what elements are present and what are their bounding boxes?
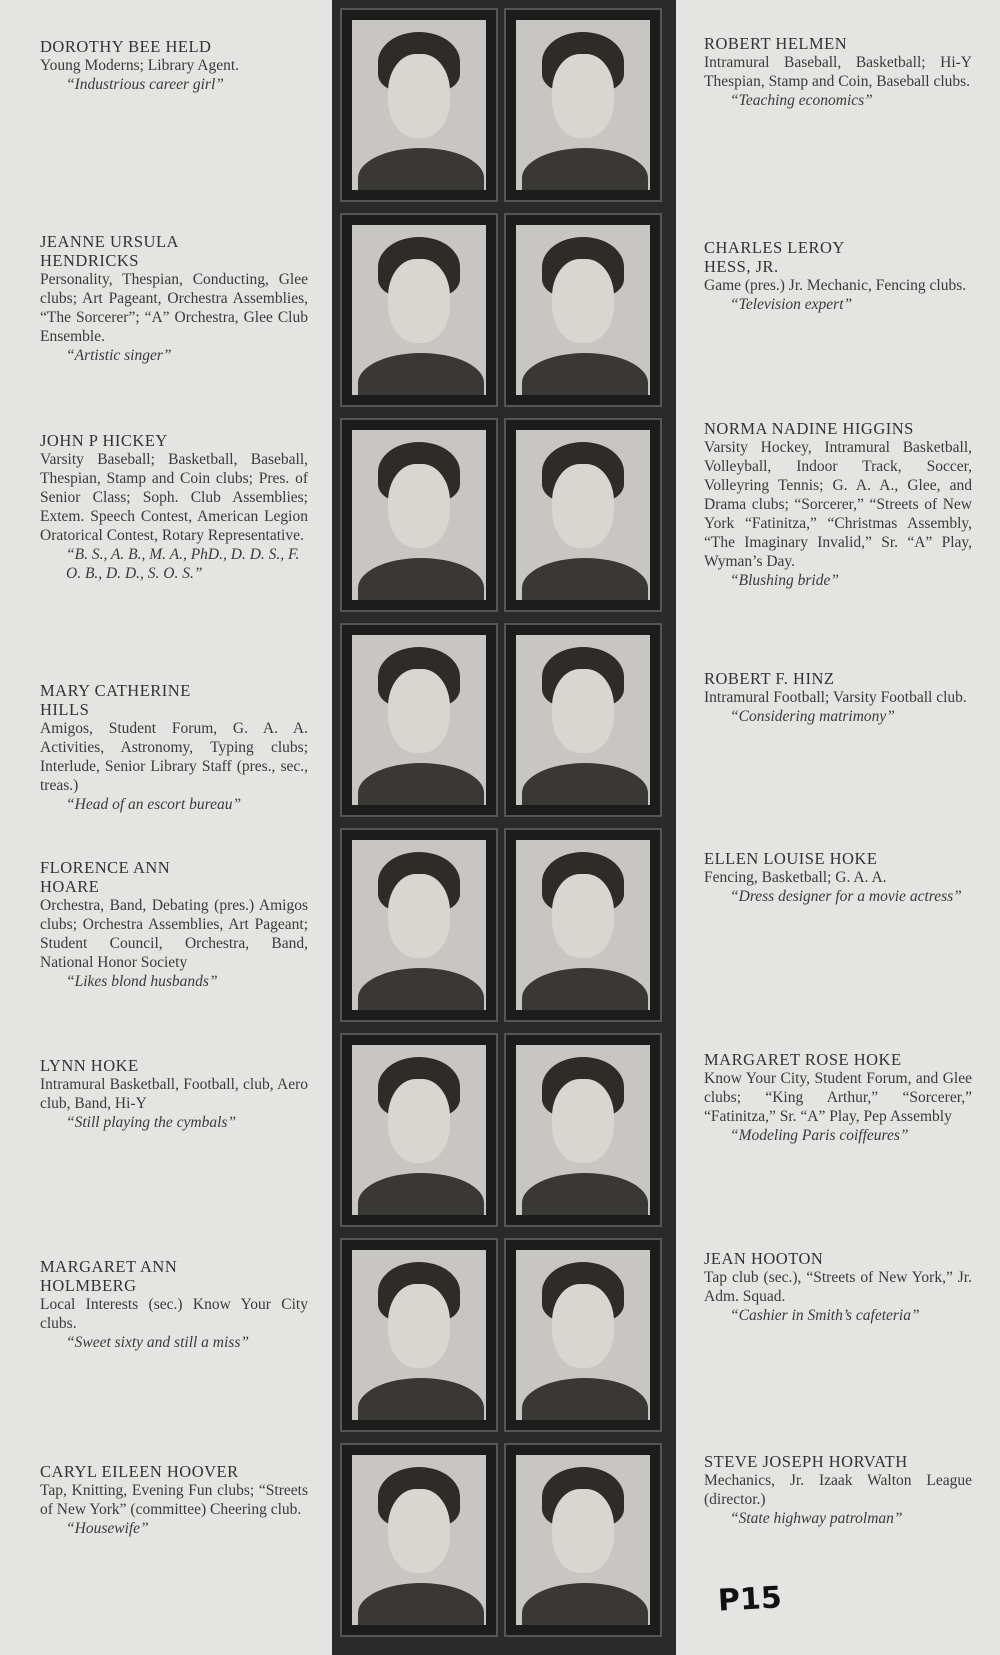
student-activities: Game (pres.) Jr. Mechanic, Fencing clubs. bbox=[704, 277, 967, 294]
student-portrait bbox=[504, 8, 662, 202]
face bbox=[388, 259, 450, 343]
student-name: ROBERT HELMEN bbox=[704, 34, 848, 53]
student-quote: “State highway patrolman” bbox=[730, 1510, 903, 1527]
student-portrait bbox=[340, 1443, 498, 1637]
shoulders bbox=[358, 968, 484, 1010]
face bbox=[552, 54, 614, 138]
student-portrait bbox=[504, 213, 662, 407]
face bbox=[552, 874, 614, 958]
portrait-photo bbox=[516, 635, 650, 805]
student-activities: Varsity Baseball; Basketball, Baseball, Thespian, Stamp and Coin clubs; Pres. of Senior Class; Soph. Club Assemblies; Extem. Speech Contest, American Legion Oratorical Contest, Rotary Representative. bbox=[40, 451, 308, 544]
student-quote: “Considering matrimony” bbox=[730, 708, 895, 725]
portrait-photo bbox=[516, 1455, 650, 1625]
student-name: CARYL EILEEN HOOVER bbox=[40, 1462, 239, 1481]
shoulders bbox=[522, 968, 648, 1010]
portrait-photo bbox=[352, 1455, 486, 1625]
shoulders bbox=[358, 1173, 484, 1215]
face bbox=[552, 464, 614, 548]
student-activities: Intramural Baseball, Basketball; Hi-Y Thespian, Stamp and Coin, Baseball clubs. bbox=[704, 54, 972, 90]
student-activities: Varsity Hockey, Intramural Basketball, Volleyball, Indoor Track, Soccer, Volleyring Tennis; G. A. A., Glee, and Drama clubs; “Sorcerer,” “Streets of New York “Fatinitza,” “Christmas Assembly, “The Imaginary Invalid,” Sr. “A” Play, Wyman’s Day. bbox=[704, 439, 972, 570]
student-portrait bbox=[504, 1443, 662, 1637]
student-entry bbox=[704, 34, 972, 110]
student-name: NORMA NADINE HIGGINS bbox=[704, 419, 914, 438]
student-entry bbox=[40, 1462, 308, 1538]
student-entry bbox=[704, 1249, 972, 1325]
student-activities: Mechanics, Jr. Izaak Walton League (director.) bbox=[704, 1472, 972, 1508]
student-name: CHARLES LEROY HESS, JR. bbox=[704, 238, 845, 276]
student-quote: “Likes blond husbands” bbox=[66, 973, 218, 990]
student-quote: “Dress designer for a movie actress” bbox=[730, 888, 962, 905]
student-quote: “Teaching economics” bbox=[730, 92, 873, 109]
face bbox=[388, 874, 450, 958]
shoulders bbox=[358, 1583, 484, 1625]
shoulders bbox=[358, 1378, 484, 1420]
face bbox=[388, 464, 450, 548]
student-activities: Know Your City, Student Forum, and Glee clubs; “King Arthur,” “Sorcerer,” “Fatinitza,” Sr. “A” Play, Pep Assembly bbox=[704, 1070, 972, 1125]
student-name: MARGARET ROSE HOKE bbox=[704, 1050, 902, 1069]
student-entry bbox=[704, 1050, 972, 1145]
student-entry bbox=[704, 849, 972, 906]
face bbox=[552, 1079, 614, 1163]
student-quote: “Housewife” bbox=[66, 1520, 149, 1537]
student-entry bbox=[40, 858, 308, 991]
face bbox=[388, 669, 450, 753]
portrait-photo bbox=[352, 430, 486, 600]
student-activities: Personality, Thespian, Conducting, Glee clubs; Art Pageant, Orchestra Assemblies, “The Sorcerer”; “A” Orchestra, Glee Club Ensemble. bbox=[40, 271, 308, 345]
student-portrait bbox=[504, 1033, 662, 1227]
shoulders bbox=[358, 763, 484, 805]
student-portrait bbox=[340, 1238, 498, 1432]
student-name: JEANNE URSULA HENDRICKS bbox=[40, 232, 179, 270]
portrait-photo bbox=[352, 840, 486, 1010]
portrait-photo bbox=[352, 1045, 486, 1215]
student-portrait bbox=[504, 418, 662, 612]
face bbox=[552, 259, 614, 343]
portrait-photo bbox=[352, 635, 486, 805]
portrait-photo bbox=[352, 225, 486, 395]
portrait-photo bbox=[516, 430, 650, 600]
student-name: JOHN P HICKEY bbox=[40, 431, 168, 450]
portrait-photo bbox=[516, 1045, 650, 1215]
student-quote: “Sweet sixty and still a miss” bbox=[66, 1334, 249, 1351]
student-quote: “Blushing bride” bbox=[730, 572, 839, 589]
portrait-photo bbox=[352, 20, 486, 190]
student-activities: Fencing, Basketball; G. A. A. bbox=[704, 869, 887, 886]
student-activities: Local Interests (sec.) Know Your City clubs. bbox=[40, 1296, 308, 1332]
student-activities: Tap, Knitting, Evening Fun clubs; “Streets of New York” (committee) Cheering club. bbox=[40, 1482, 308, 1518]
student-entry bbox=[704, 238, 972, 314]
student-quote: “Artistic singer” bbox=[66, 347, 172, 364]
shoulders bbox=[522, 558, 648, 600]
student-quote: “Cashier in Smith’s cafeteria” bbox=[730, 1307, 920, 1324]
student-portrait bbox=[504, 828, 662, 1022]
student-quote: “B. S., A. B., M. A., PhD., D. D. S., F. O. B., D. D., S. O. S.” bbox=[66, 546, 300, 582]
student-portrait bbox=[340, 623, 498, 817]
student-name: JEAN HOOTON bbox=[704, 1249, 824, 1268]
handwritten-page-number: P15 bbox=[717, 1580, 783, 1619]
shoulders bbox=[522, 1378, 648, 1420]
portrait-photo bbox=[516, 225, 650, 395]
portrait-photo bbox=[516, 20, 650, 190]
student-entry bbox=[704, 1452, 972, 1528]
face bbox=[388, 1489, 450, 1573]
student-name: MARY CATHERINE HILLS bbox=[40, 681, 191, 719]
face bbox=[552, 1284, 614, 1368]
shoulders bbox=[358, 353, 484, 395]
shoulders bbox=[522, 1583, 648, 1625]
student-activities: Tap club (sec.), “Streets of New York,” Jr. Adm. Squad. bbox=[704, 1269, 972, 1305]
face bbox=[552, 669, 614, 753]
student-quote: “Head of an escort bureau” bbox=[66, 796, 242, 813]
student-entry bbox=[40, 1056, 308, 1132]
portrait-photo bbox=[516, 840, 650, 1010]
student-portrait bbox=[340, 418, 498, 612]
shoulders bbox=[522, 1173, 648, 1215]
student-portrait bbox=[504, 1238, 662, 1432]
student-quote: “Modeling Paris coiffeures” bbox=[730, 1127, 909, 1144]
student-name: ROBERT F. HINZ bbox=[704, 669, 835, 688]
student-name: FLORENCE ANN HOARE bbox=[40, 858, 171, 896]
student-entry bbox=[704, 419, 972, 590]
student-entry bbox=[40, 431, 308, 583]
student-quote: “Still playing the cymbals” bbox=[66, 1114, 237, 1131]
student-quote: “Television expert” bbox=[730, 296, 853, 313]
student-activities: Intramural Basketball, Football, club, Aero club, Band, Hi-Y bbox=[40, 1076, 308, 1112]
student-entry bbox=[40, 37, 308, 94]
student-entry bbox=[40, 232, 308, 365]
student-activities: Orchestra, Band, Debating (pres.) Amigos clubs; Orchestra Assemblies, Art Pageant; Student Council, Orchestra, Band, National Honor Society bbox=[40, 897, 308, 971]
student-portrait bbox=[340, 828, 498, 1022]
student-entry bbox=[704, 669, 972, 726]
shoulders bbox=[522, 148, 648, 190]
shoulders bbox=[358, 148, 484, 190]
student-name: LYNN HOKE bbox=[40, 1056, 139, 1075]
student-portrait bbox=[340, 8, 498, 202]
shoulders bbox=[522, 763, 648, 805]
portrait-photo bbox=[516, 1250, 650, 1420]
student-entry bbox=[40, 1257, 308, 1352]
student-activities: Intramural Football; Varsity Football club. bbox=[704, 689, 967, 706]
face bbox=[388, 1284, 450, 1368]
student-activities: Young Moderns; Library Agent. bbox=[40, 57, 240, 74]
student-name: ELLEN LOUISE HOKE bbox=[704, 849, 878, 868]
student-entry bbox=[40, 681, 308, 814]
student-name: STEVE JOSEPH HORVATH bbox=[704, 1452, 908, 1471]
student-portrait bbox=[504, 623, 662, 817]
face bbox=[388, 54, 450, 138]
photo-strip bbox=[332, 0, 676, 1655]
student-portrait bbox=[340, 213, 498, 407]
portrait-photo bbox=[352, 1250, 486, 1420]
student-portrait bbox=[340, 1033, 498, 1227]
student-name: DOROTHY BEE HELD bbox=[40, 37, 212, 56]
face bbox=[388, 1079, 450, 1163]
student-activities: Amigos, Student Forum, G. A. A. Activities, Astronomy, Typing clubs; Interlude, Senior Library Staff (pres., sec., treas.) bbox=[40, 720, 308, 794]
student-quote: “Industrious career girl” bbox=[66, 76, 224, 93]
shoulders bbox=[522, 353, 648, 395]
face bbox=[552, 1489, 614, 1573]
student-name: MARGARET ANN HOLMBERG bbox=[40, 1257, 178, 1295]
shoulders bbox=[358, 558, 484, 600]
